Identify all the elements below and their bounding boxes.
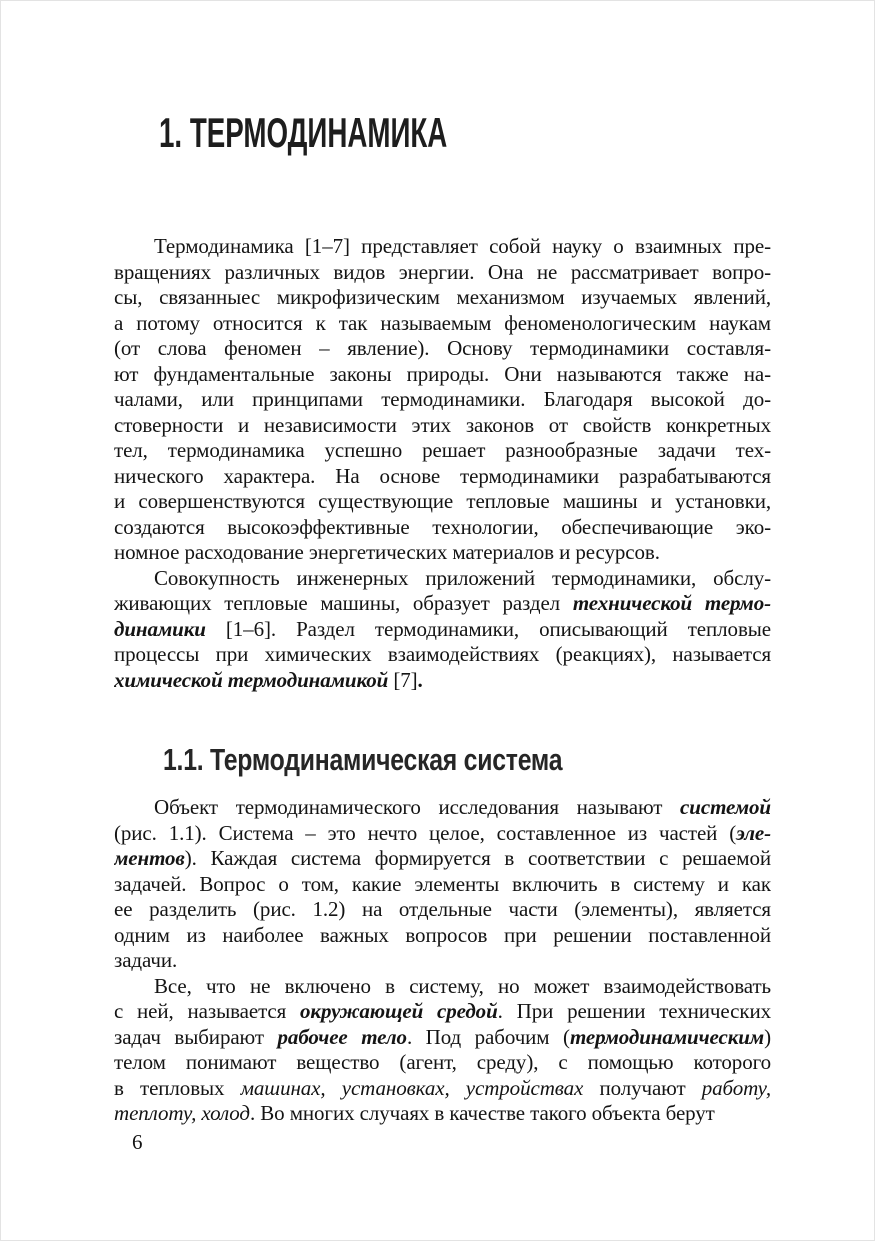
text-run: чалами, или принципами термодинамики. Благодаря высокой до- — [114, 387, 771, 411]
text-run: живающих тепловые машины, образует раздел — [114, 591, 573, 615]
paragraph-working-body — [114, 974, 771, 1127]
text-line — [114, 260, 771, 286]
section-heading: 1.1. Термодинамическая система — [163, 742, 563, 777]
text-line — [114, 795, 771, 821]
text-run: в тепловых — [114, 1075, 241, 1100]
text-line — [114, 872, 771, 898]
text-line — [114, 591, 771, 617]
paragraph-applications — [114, 566, 771, 694]
text-line — [114, 974, 771, 1000]
text-run: создаются высокоэффективные технологии, обеспечивающие эко- — [114, 514, 771, 539]
text-run: химической термодинамикой — [114, 667, 389, 692]
text-run: эле- — [736, 820, 771, 845]
text-run: . — [417, 667, 423, 692]
text-line — [114, 311, 771, 337]
text-run: [7] — [388, 667, 418, 692]
text-run: системой — [680, 795, 771, 819]
text-run: а потому относится к так называемым феноменологическим наукам — [114, 310, 771, 335]
text-line — [114, 489, 771, 515]
text-line — [114, 438, 771, 464]
text-line — [114, 413, 771, 439]
text-line — [114, 1101, 771, 1127]
text-line — [114, 1025, 771, 1051]
text-line — [114, 540, 771, 566]
text-run: сы, связанныес микрофизическим механизмом изучаемых явлений, — [114, 285, 771, 309]
text-run: Объект термодинамического исследования называют — [154, 795, 681, 819]
text-run: задач выбирают — [114, 1024, 278, 1049]
text-column — [114, 234, 771, 1127]
text-run: машинах, установках, устройствах — [240, 1075, 584, 1100]
text-run: ). Каждая система формируется в соответствии с решаемой — [184, 846, 771, 870]
text-line — [114, 948, 771, 974]
text-run: ют фундаментальные законы природы. Они называются также на- — [114, 361, 771, 386]
text-run: работу, — [701, 1075, 771, 1100]
text-run: теплоту, холод — [114, 1101, 250, 1125]
text-run: рабочее тело — [277, 1024, 407, 1049]
text-line — [114, 1076, 771, 1102]
text-line — [114, 642, 771, 668]
page-number: 6 — [132, 1130, 143, 1154]
text-run: . Во многих случаях в качестве такого объекта берут — [249, 1101, 715, 1125]
text-line — [114, 617, 771, 643]
text-run: телом понимают вещество (агент, среду), с помощью которого — [114, 1050, 771, 1074]
text-run: процессы при химических взаимодействиях (реакциях), называется — [114, 642, 771, 666]
text-run: задачей. Вопрос о том, какие элементы включить в систему и как — [114, 871, 771, 896]
text-line — [114, 821, 771, 847]
text-run: получают — [583, 1075, 702, 1100]
text-run: тел, термодинамика успешно решает разнообразные задачи тех- — [114, 438, 771, 462]
text-run: стоверности и независимости этих законов от свойств конкретных — [114, 412, 771, 437]
text-run: динамики — [114, 616, 206, 641]
text-line — [114, 285, 771, 311]
text-run: . Под рабочим ( — [406, 1024, 570, 1049]
text-run: (от слова феномен – явление). Основу термодинамики составля- — [114, 336, 771, 360]
text-run: окружающей средой — [300, 999, 498, 1023]
text-line — [114, 234, 771, 260]
paragraph-system — [114, 795, 771, 974]
text-run: ментов — [114, 846, 185, 870]
text-run: ее разделить (рис. 1.2) на отдельные части (элементы), является — [114, 897, 771, 921]
text-line — [114, 387, 771, 413]
text-line — [114, 515, 771, 541]
text-run: Термодинамика [1–7] представляет собой науку о взаимных пре- — [154, 234, 771, 258]
paragraph-intro — [114, 234, 771, 566]
text-run: номное расходование энергетических материалов и ресурсов. — [114, 540, 660, 564]
text-run: и совершенствуются существующие тепловые машины и установки, — [114, 489, 771, 513]
text-line — [114, 999, 771, 1025]
text-line — [114, 846, 771, 872]
text-line — [114, 668, 771, 694]
text-line — [114, 923, 771, 949]
text-line — [114, 1050, 771, 1076]
text-run: (рис. 1.1). Система – это нечто целое, составленное из частей ( — [114, 820, 737, 845]
text-line — [114, 464, 771, 490]
text-run: вращениях различных видов энергии. Она не рассматривает вопро- — [114, 259, 771, 284]
text-run: задачи. — [114, 948, 178, 972]
text-run: . При решении технических — [497, 999, 771, 1023]
text-line — [114, 362, 771, 388]
text-run: [1–6]. Раздел термодинамики, описывающий тепловые — [205, 616, 771, 641]
text-run: Все, что не включено в систему, но может взаимодействовать — [154, 973, 771, 998]
chapter-title: 1. ТЕРМОДИНАМИКА — [159, 109, 448, 156]
text-run: ) — [764, 1024, 771, 1049]
text-run: одним из наиболее важных вопросов при решении поставленной — [114, 922, 771, 947]
text-line — [114, 336, 771, 362]
text-run: технической термо- — [572, 591, 771, 615]
text-line — [114, 566, 771, 592]
text-run: термодинамическим — [569, 1024, 765, 1049]
text-run: Совокупность инженерных приложений термодинамики, обслу- — [154, 565, 771, 590]
text-run: с ней, называется — [114, 999, 301, 1023]
text-run: нического характера. На основе термодинамики разрабатываются — [114, 463, 771, 488]
text-line — [114, 897, 771, 923]
